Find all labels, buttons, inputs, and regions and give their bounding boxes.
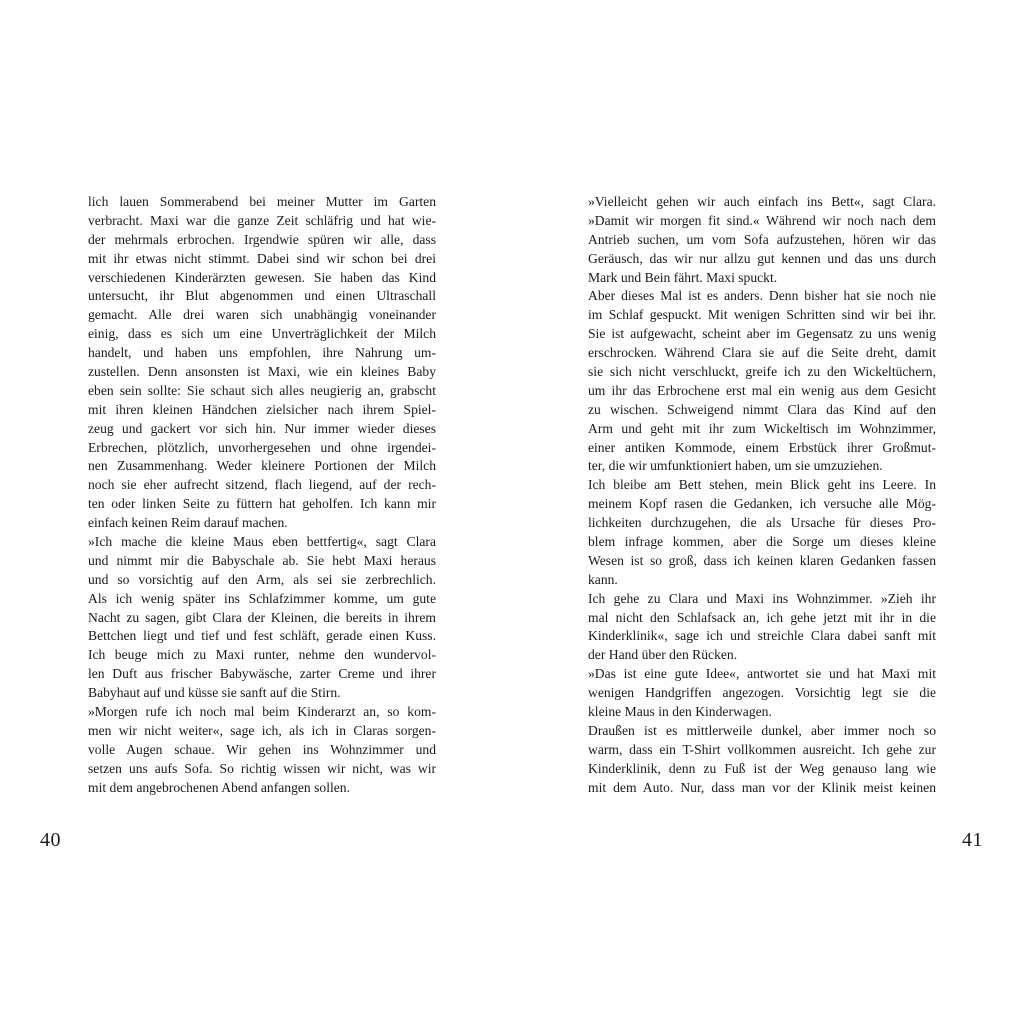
text-line: handelt, und haben uns empfohlen, ihre Nahrung um- <box>88 345 436 361</box>
text-line: lichkeiten durchzugehen, die als Ursache für dieses Pro- <box>588 515 936 531</box>
text-line: ten oder linken Seite zu füttern hat geholfen. Ich kann mir <box>88 496 436 512</box>
text-line: Bettchen liegt und tief und fest schläft, gerade einen Kuss. <box>88 628 436 644</box>
text-line: verbracht. Maxi war die ganze Zeit schläfrig und hat wie- <box>88 212 436 228</box>
text-line: mit ihr etwas nicht stimmt. Dabei sind wir schon bei drei <box>88 250 436 266</box>
text-line: kleine Maus in den Kinderwagen. <box>588 704 772 720</box>
text-line: nen Zusammenhang. Weder kleinere Portionen der Milch <box>88 458 436 474</box>
text-line: mal nicht den Schlafsack an, ich gehe jetzt mit ihr in die <box>588 609 936 625</box>
text-line: Babyhaut auf und küsse sie sanft auf die Stirn. <box>88 685 341 701</box>
text-line: »Vielleicht gehen wir auch einfach ins Bett«, sagt Clara. <box>588 194 936 209</box>
text-line: verschiedenen Kinderärzten gewesen. Sie haben das Kind <box>88 269 436 285</box>
text-line: blem infrage kommen, aber die Sorge um dieses kleine <box>588 534 936 550</box>
text-line: Wesen ist so groß, dass ich keinen klaren Gedanken fassen <box>588 552 936 568</box>
text-line: »Ich mache die kleine Maus eben bettfertig«, sagt Clara <box>88 534 436 550</box>
left-page-number: 40 <box>40 829 61 851</box>
text-line: Kinderklinik, denn zu Fuß ist der Weg genauso lang wie <box>588 760 936 776</box>
text-line: erschrocken. Während Clara sie auf die Seite dreht, damit <box>588 345 936 361</box>
text-line: wenigen Handgriffen angezogen. Vorsichtig legt sie die <box>588 685 936 701</box>
text-line: kann. <box>588 571 618 587</box>
text-line: ter, die wir umfunktioniert haben, um sie umzuziehen. <box>588 458 883 474</box>
text-line: lich lauen Sommerabend bei meiner Mutter im Garten <box>88 194 436 209</box>
text-line: mit ihren kleinen Händchen zielsicher nach ihrem Spiel- <box>88 401 436 417</box>
text-line: men wir nicht weiter«, sage ich, als ich in Claras sorgen- <box>88 722 436 738</box>
text-line: Ich gehe zu Clara und Maxi ins Wohnzimmer. »Zieh ihr <box>588 590 936 606</box>
text-line: Mark und Bein fährt. Maxi spuckt. <box>588 269 778 285</box>
text-line: »Das ist eine gute Idee«, antwortet sie und hat Maxi mit <box>588 666 936 682</box>
text-line: der Hand über den Rücken. <box>588 647 738 663</box>
text-line: einig, dass es sich um eine Unverträglichkeit der Milch <box>88 326 436 342</box>
text-line: Ich beuge mich zu Maxi runter, nehme den wundervol- <box>88 647 436 663</box>
text-line: »Morgen rufe ich noch mal beim Kinderarzt an, so kom- <box>88 704 436 720</box>
text-line: Kinderklinik«, sage ich und streichle Clara dabei sanft mit <box>588 628 936 644</box>
text-line: Als ich wenig später ins Schlafzimmer komme, um gute <box>88 590 436 606</box>
text-line: mit dem Auto. Nur, dass man vor der Klinik meist keinen <box>588 779 936 795</box>
text-line: untersucht, ihr Blut abgenommen und einen Ultraschall <box>88 288 436 304</box>
text-line: Geräusch, das wir nur allzu gut kennen und das uns durch <box>588 250 936 266</box>
text-line: setzen uns aufs Sofa. So richtig wissen wir nicht, was wir <box>88 760 436 776</box>
text-line: »Damit wir morgen fit sind.« Während wir noch nach dem <box>588 212 936 228</box>
text-line: Aber dieses Mal ist es anders. Denn bisher hat sie noch nie <box>588 288 936 304</box>
text-line: noch sie eher aufrecht sitzend, flach liegend, auf der rech- <box>88 477 436 493</box>
text-line: Antrieb suchen, um vom Sofa aufzustehen, hören wir das <box>588 231 936 247</box>
text-line: mit dem angebrochenen Abend anfangen sollen. <box>88 779 350 795</box>
right-page <box>512 0 1024 1024</box>
text-line: volle Augen schaue. Wir gehen ins Wohnzimmer und <box>88 741 436 757</box>
text-line: sie sich nicht verschluckt, greife ich zu den Wickeltüchern, <box>588 364 936 380</box>
text-line: gemacht. Alle drei waren sich unabhängig voneinander <box>88 307 436 323</box>
text-line: zu wischen. Schweigend nimmt Clara das Kind auf den <box>588 401 936 417</box>
text-line: zeug und gackert vor sich hin. Nur immer wieder dieses <box>88 420 436 436</box>
text-line: zustellen. Denn ansonsten ist Maxi, wie ein kleines Baby <box>88 364 436 380</box>
text-line: warm, dass ein T-Shirt vollkommen ausreicht. Ich gehe zur <box>588 741 936 757</box>
text-line: um ihr das Erbrochene erst mal ein wenig aus dem Gesicht <box>588 382 936 398</box>
text-line: einfach keinen Reim darauf machen. <box>88 515 288 531</box>
text-line: Arm und geht mit ihr zum Wickeltisch im Wohnzimmer, <box>588 420 936 436</box>
text-line: Ich bleibe am Bett stehen, mein Blick geht ins Leere. In <box>588 477 936 493</box>
text-line: im Schlaf gespuckt. Mit wenigen Schritten sind wir bei ihr. <box>588 307 936 323</box>
text-line: Draußen ist es mittlerweile dunkel, aber immer noch so <box>588 722 936 738</box>
text-line: Nacht zu sagen, gibt Clara der Kleinen, die bereits in ihrem <box>88 609 436 625</box>
left-page-text <box>88 193 436 798</box>
text-line: und nimmt mir die Babyschale ab. Sie hebt Maxi heraus <box>88 552 436 568</box>
right-page-text <box>588 193 936 798</box>
text-line: einer antiken Kommode, einem Erbstück ihrer Großmut- <box>588 439 936 455</box>
text-line: und so vorsichtig auf den Arm, als sei sie zerbrechlich. <box>88 571 436 587</box>
text-line: Sie ist aufgewacht, scheint aber im Gegensatz zu uns wenig <box>588 326 936 342</box>
text-line: Erbrechen, plötzlich, unvorhergesehen und ohne irgendei- <box>88 439 436 455</box>
text-line: len Duft aus frischer Babywäsche, zarter Creme und ihrer <box>88 666 436 682</box>
text-line: meinem Kopf rasen die Gedanken, ich versuche alle Mög- <box>588 496 936 512</box>
text-line: eben sein sollte: Sie schaut sich alles neugierig an, grabscht <box>88 382 436 398</box>
text-line: der mehrmals erbrochen. Irgendwie spüren wir alle, dass <box>88 231 436 247</box>
right-page-number: 41 <box>962 829 983 851</box>
